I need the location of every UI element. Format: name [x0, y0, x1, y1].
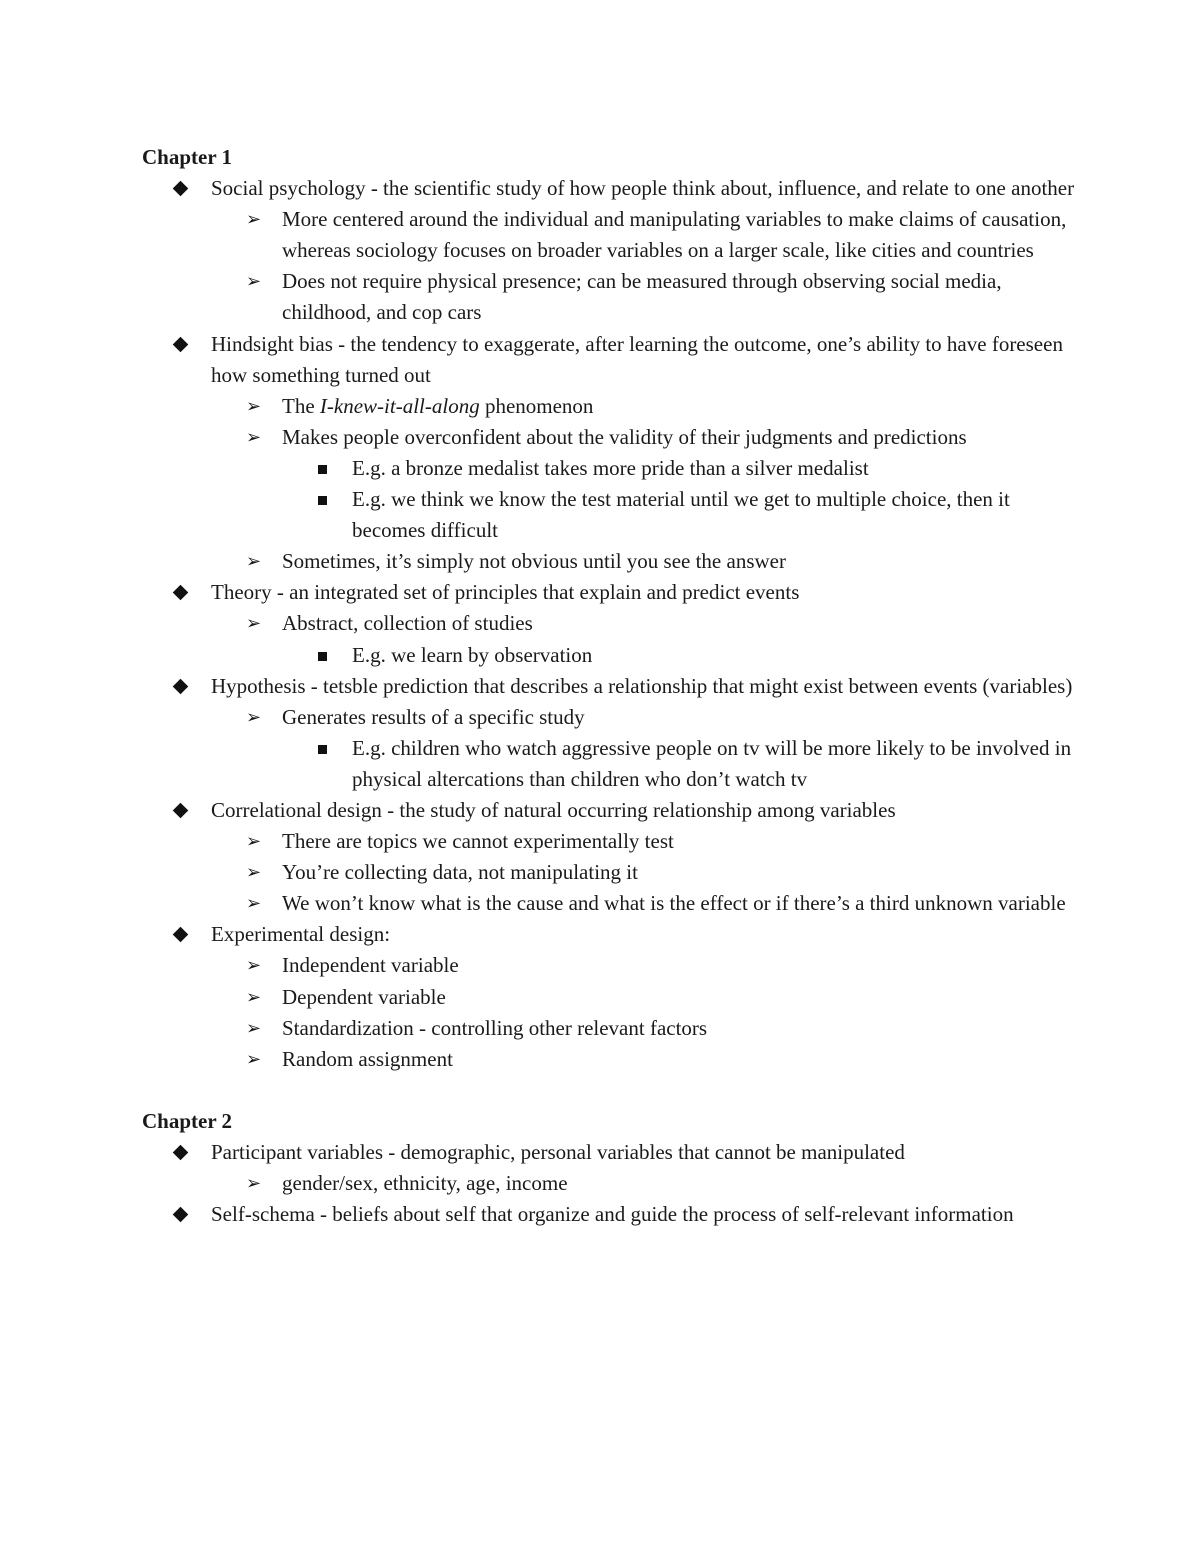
- item-text: We won’t know what is the cause and what is the effect or if there’s a third unknown variable: [282, 891, 1066, 916]
- arrowhead-bullet-icon: ➢: [246, 1048, 262, 1069]
- list-item: [142, 391, 1082, 422]
- arrowhead-bullet-icon: ➢: [246, 1173, 262, 1194]
- item-text: Theory - an integrated set of principles that explain and predict events: [211, 580, 800, 605]
- square-bullet-icon: [318, 733, 327, 766]
- list-item: [142, 702, 1082, 733]
- notes-content: [142, 142, 1082, 1230]
- arrowhead-bullet-icon: ➢: [246, 1017, 262, 1038]
- list-item: [142, 608, 1082, 639]
- list-item: [142, 546, 1082, 577]
- list-item: [142, 173, 1082, 204]
- item-text: Hindsight bias - the tendency to exaggerate, after learning the outcome, one’s ability to have foreseen how something turned out: [211, 331, 1063, 387]
- list-item: [142, 640, 1082, 671]
- item-text: There are topics we cannot experimentally test: [282, 829, 674, 854]
- item-text: Random assignment: [282, 1046, 453, 1071]
- item-text: The: [282, 393, 320, 418]
- list-item: [142, 1013, 1082, 1044]
- list-item: [142, 453, 1082, 484]
- list-item: [142, 857, 1082, 888]
- arrowhead-bullet-icon: ➢: [246, 395, 262, 416]
- arrowhead-bullet-icon: ➢: [246, 893, 262, 914]
- item-text: Social psychology - the scientific study of how people think about, influence, and relate to one another: [211, 176, 1075, 201]
- arrowhead-bullet-icon: ➢: [246, 831, 262, 852]
- item-text: E.g. children who watch aggressive people on tv will be more likely to be involved in physical altercations than children who don’t watch tv: [352, 735, 1072, 791]
- list-item: [142, 266, 1082, 328]
- item-text: You’re collecting data, not manipulating it: [282, 860, 638, 885]
- diamond-bullet-icon: [175, 795, 186, 826]
- item-text: More centered around the individual and manipulating variables to make claims of causation, whereas sociology focuses on broader variables on a larger scale, like cities and countries: [282, 207, 1067, 263]
- arrowhead-bullet-icon: ➢: [246, 986, 262, 1007]
- list-item: [142, 1137, 1082, 1168]
- square-bullet-icon: [318, 453, 327, 486]
- list-item: [142, 982, 1082, 1013]
- list-item: [142, 577, 1082, 608]
- diamond-bullet-icon: [175, 329, 186, 360]
- item-text: Participant variables - demographic, personal variables that cannot be manipulated: [211, 1140, 905, 1164]
- diamond-bullet-icon: [175, 1137, 186, 1168]
- item-text: Standardization - controlling other relevant factors: [282, 1015, 708, 1040]
- arrowhead-bullet-icon: ➢: [246, 706, 262, 727]
- item-text: E.g. we learn by observation: [352, 642, 593, 667]
- list-item: [142, 204, 1082, 266]
- list-item: [142, 671, 1082, 702]
- list-item: [142, 795, 1082, 826]
- item-text: Sometimes, it’s simply not obvious until you see the answer: [282, 549, 786, 574]
- arrowhead-bullet-icon: ➢: [246, 209, 262, 230]
- arrowhead-bullet-icon: ➢: [246, 613, 262, 634]
- arrowhead-bullet-icon: ➢: [246, 955, 262, 976]
- diamond-bullet-icon: [175, 173, 186, 204]
- list-item: [142, 826, 1082, 857]
- list-item: [142, 733, 1082, 795]
- arrowhead-bullet-icon: ➢: [246, 551, 262, 572]
- item-text: Independent variable: [282, 953, 459, 978]
- item-text: E.g. a bronze medalist takes more pride than a silver medalist: [352, 455, 869, 480]
- square-bullet-icon: [318, 640, 327, 673]
- item-text: Does not require physical presence; can be measured through observing social media, childhood, and cop cars: [282, 269, 1002, 325]
- item-text: Generates results of a specific study: [282, 704, 585, 729]
- item-text: Makes people overconfident about the validity of their judgments and predictions: [282, 424, 967, 449]
- section-spacer: [142, 1075, 1082, 1106]
- item-text: E.g. we think we know the test material until we get to multiple choice, then it becomes difficult: [352, 487, 1010, 543]
- item-text: Dependent variable: [282, 984, 446, 1009]
- list-item: [142, 484, 1082, 546]
- diamond-bullet-icon: [175, 919, 186, 950]
- list-item: [142, 1168, 1082, 1199]
- diamond-bullet-icon: [175, 671, 186, 702]
- item-text: Hypothesis - tetsble prediction that describes a relationship that might exist between events (variables): [211, 673, 1073, 698]
- list-item: [142, 950, 1082, 981]
- diamond-bullet-icon: [175, 1199, 186, 1230]
- list-item: [142, 329, 1082, 391]
- item-emphasis-text: I-knew-it-all-along: [319, 393, 480, 418]
- list-item: [142, 1199, 1082, 1230]
- list-item: [142, 422, 1082, 453]
- list-item: [142, 919, 1082, 950]
- item-text: Experimental design:: [211, 922, 391, 947]
- arrowhead-bullet-icon: ➢: [246, 426, 262, 447]
- item-text: Abstract, collection of studies: [282, 611, 533, 636]
- arrowhead-bullet-icon: ➢: [246, 271, 262, 292]
- list-item: [142, 888, 1082, 919]
- chapter-heading: Chapter 1: [142, 145, 233, 169]
- square-bullet-icon: [318, 484, 327, 517]
- list-item: [142, 1044, 1082, 1075]
- item-text: gender/sex, ethnicity, age, income: [282, 1171, 568, 1196]
- chapter-heading: Chapter 2: [142, 1108, 233, 1133]
- arrowhead-bullet-icon: ➢: [246, 862, 262, 883]
- item-text: Self-schema - beliefs about self that organize and guide the process of self-relevant information: [211, 1202, 1014, 1227]
- item-text: Correlational design - the study of natural occurring relationship among variables: [211, 797, 896, 822]
- diamond-bullet-icon: [175, 577, 186, 608]
- item-text: phenomenon: [479, 393, 594, 418]
